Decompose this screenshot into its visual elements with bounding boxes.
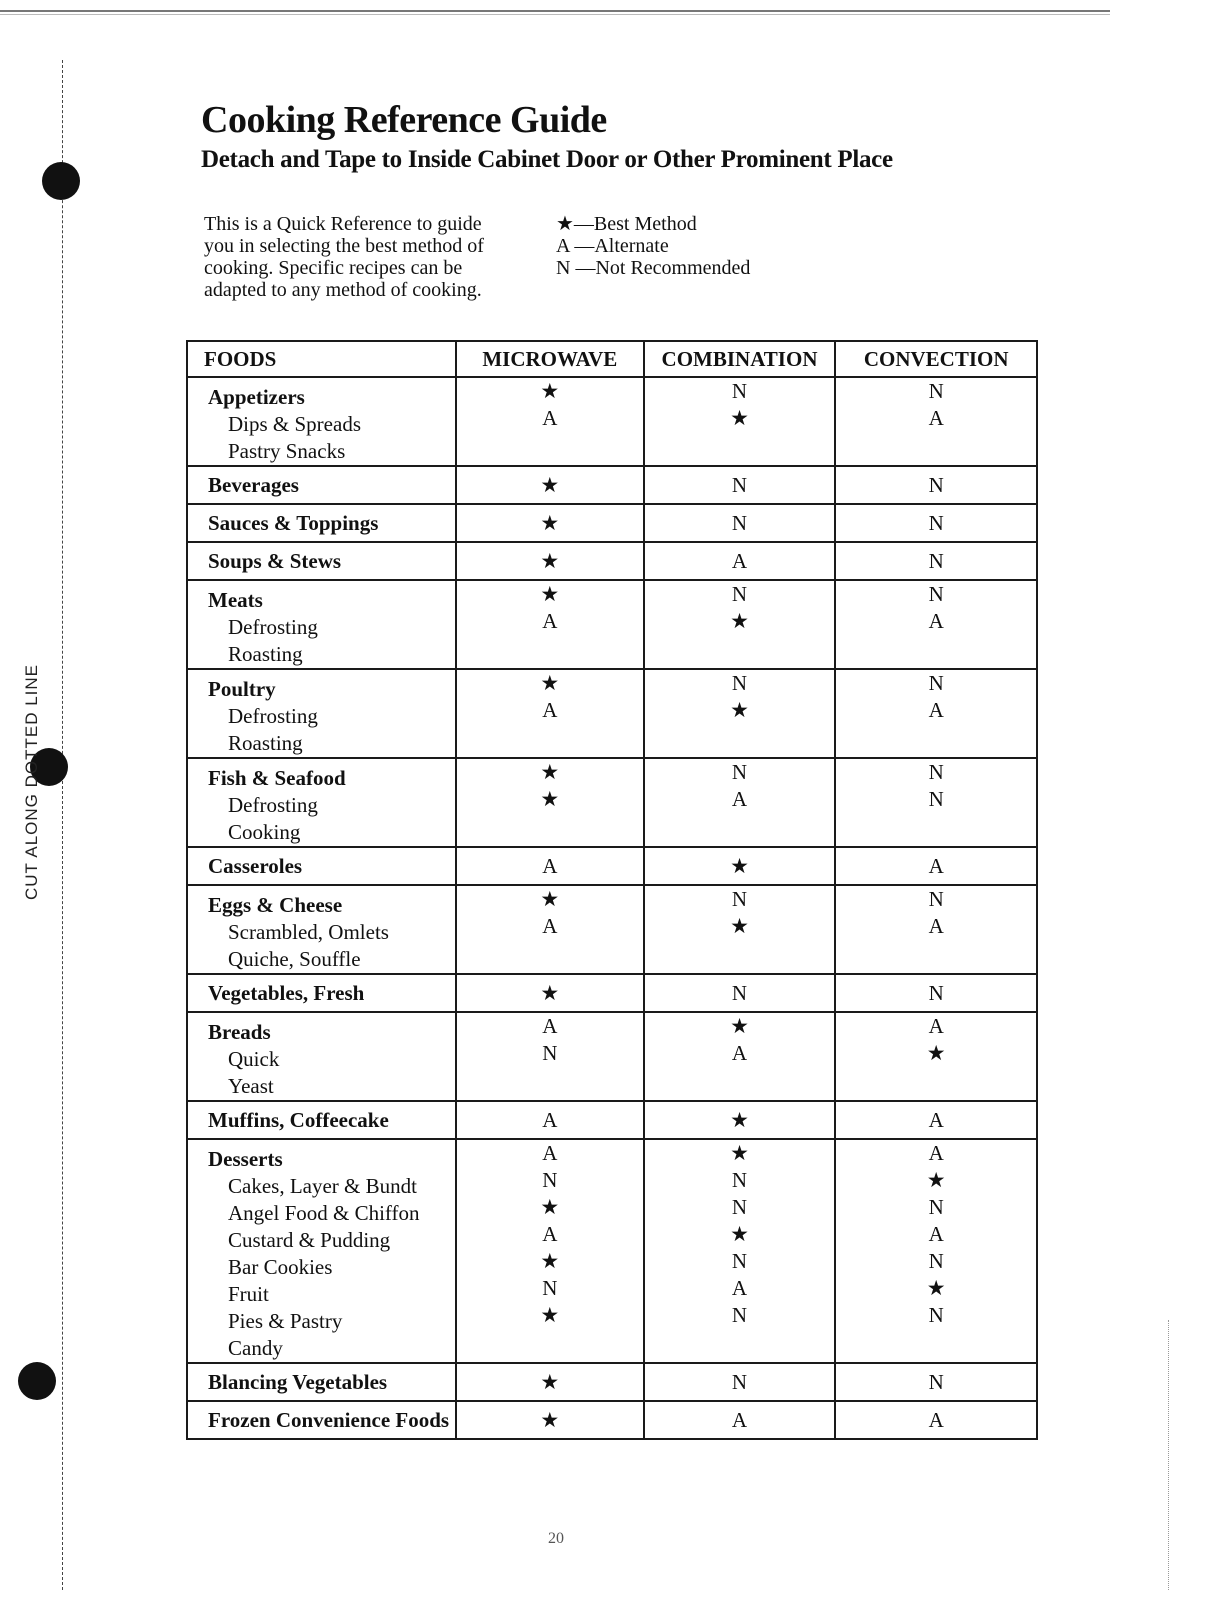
combination-cell bbox=[644, 580, 836, 669]
rating-mark: A bbox=[731, 1041, 748, 1065]
combination-cell bbox=[644, 377, 836, 466]
food-cell bbox=[187, 377, 456, 466]
convection-cell: N bbox=[835, 974, 1037, 1012]
food-cell bbox=[187, 1012, 456, 1101]
food-category: Poultry bbox=[208, 677, 276, 701]
table-row bbox=[187, 1139, 1037, 1363]
combination-cell: N bbox=[644, 974, 836, 1012]
food-subitem: Roasting bbox=[228, 731, 303, 755]
rating-mark: A bbox=[928, 406, 944, 430]
combination-cell bbox=[644, 669, 836, 758]
food-category: Soups & Stews bbox=[208, 549, 342, 573]
microwave-cell bbox=[456, 1012, 644, 1101]
rating-mark: N bbox=[731, 1168, 748, 1192]
food-category: Desserts bbox=[208, 1147, 283, 1171]
table-row bbox=[187, 504, 1037, 542]
food-cell bbox=[187, 669, 456, 758]
table-row bbox=[187, 1401, 1037, 1439]
food-subitem: Cakes, Layer & Bundt bbox=[228, 1174, 417, 1198]
microwave-cell: ★ bbox=[456, 466, 644, 504]
combination-cell: A bbox=[644, 542, 836, 580]
rating-mark: N bbox=[928, 887, 944, 911]
convection-cell bbox=[835, 885, 1037, 974]
rating-mark: ★ bbox=[540, 760, 560, 784]
rating-mark: A bbox=[542, 1222, 558, 1246]
table-row bbox=[187, 974, 1037, 1012]
food-cell bbox=[187, 1139, 456, 1363]
rating-mark: N bbox=[928, 1303, 944, 1327]
food-cell bbox=[187, 1101, 456, 1139]
intro-text: This is a Quick Reference to guide you in selecting the best method of cooking. Specific recipes can be adapted to any method of cooking. bbox=[204, 213, 484, 301]
legend-best: ★—Best Method bbox=[556, 213, 697, 235]
rating-mark: ★ bbox=[730, 609, 749, 633]
rating-mark: ★ bbox=[540, 671, 560, 695]
rating-mark: ★ bbox=[926, 1041, 946, 1065]
cut-along-dotted-line-label: CUT ALONG DOTTED LINE bbox=[22, 663, 41, 901]
rating-mark: ★ bbox=[540, 379, 560, 403]
top-rule bbox=[0, 10, 1110, 12]
page-number: 20 bbox=[548, 1530, 564, 1547]
convection-cell: N bbox=[835, 466, 1037, 504]
rating-mark: N bbox=[928, 379, 944, 403]
food-subitem: Dips & Spreads bbox=[228, 412, 361, 436]
rating-mark: ★ bbox=[730, 1222, 749, 1246]
rating-mark: A bbox=[928, 1014, 944, 1038]
food-subitem: Quick bbox=[228, 1047, 280, 1071]
rating-mark: A bbox=[928, 914, 944, 938]
food-cell bbox=[187, 758, 456, 847]
rating-mark: A bbox=[731, 787, 748, 811]
food-category: Breads bbox=[208, 1020, 271, 1044]
food-category: Meats bbox=[208, 588, 263, 612]
rating-mark: A bbox=[928, 1141, 944, 1165]
right-edge-marks bbox=[1168, 1320, 1179, 1590]
combination-cell: ★ bbox=[644, 847, 836, 885]
rating-mark: A bbox=[542, 609, 558, 633]
rating-mark: ★ bbox=[730, 406, 749, 430]
food-subitem: Cooking bbox=[228, 820, 301, 844]
rating-mark: ★ bbox=[540, 1249, 560, 1273]
page-title: Cooking Reference Guide bbox=[201, 99, 607, 141]
combination-cell bbox=[644, 1012, 836, 1101]
table-row bbox=[187, 758, 1037, 847]
rating-mark: N bbox=[928, 671, 944, 695]
food-category: Casseroles bbox=[208, 854, 303, 878]
convection-cell: A bbox=[835, 1101, 1037, 1139]
combination-cell: N bbox=[644, 504, 836, 542]
rating-mark: N bbox=[731, 1195, 748, 1219]
rating-mark: A bbox=[542, 1141, 558, 1165]
rating-mark: N bbox=[731, 1303, 748, 1327]
table-row bbox=[187, 1363, 1037, 1401]
food-subitem: Defrosting bbox=[228, 704, 318, 728]
food-category: Frozen Convenience Foods bbox=[208, 1408, 450, 1432]
convection-cell bbox=[835, 377, 1037, 466]
legend bbox=[556, 213, 750, 279]
rating-mark: ★ bbox=[540, 1303, 560, 1327]
microwave-cell: A bbox=[456, 847, 644, 885]
microwave-cell bbox=[456, 1139, 644, 1363]
food-subitem: Candy bbox=[228, 1336, 283, 1360]
food-cell bbox=[187, 847, 456, 885]
rating-mark: ★ bbox=[730, 1014, 749, 1038]
food-subitem: Quiche, Souffle bbox=[228, 947, 361, 971]
microwave-cell: ★ bbox=[456, 1363, 644, 1401]
table-row bbox=[187, 580, 1037, 669]
convection-cell bbox=[835, 758, 1037, 847]
legend-alternate: A —Alternate bbox=[556, 235, 669, 257]
food-subitem: Fruit bbox=[228, 1282, 269, 1306]
convection-cell bbox=[835, 580, 1037, 669]
microwave-cell: ★ bbox=[456, 504, 644, 542]
food-subitem: Custard & Pudding bbox=[228, 1228, 391, 1252]
rating-mark: ★ bbox=[730, 698, 749, 722]
rating-mark: A bbox=[928, 698, 944, 722]
food-subitem: Pastry Snacks bbox=[228, 439, 346, 463]
table-row bbox=[187, 1101, 1037, 1139]
table-row bbox=[187, 1012, 1037, 1101]
rating-mark: A bbox=[542, 406, 558, 430]
food-cell bbox=[187, 974, 456, 1012]
rating-mark: N bbox=[731, 760, 748, 784]
header-foods: FOODS bbox=[187, 341, 456, 377]
convection-cell: N bbox=[835, 542, 1037, 580]
rating-mark: N bbox=[542, 1168, 558, 1192]
cut-dotted-line bbox=[62, 60, 63, 1590]
rating-mark: N bbox=[928, 1195, 944, 1219]
food-subitem: Pies & Pastry bbox=[228, 1309, 343, 1333]
food-category: Blancing Vegetables bbox=[208, 1370, 388, 1394]
rating-mark: A bbox=[928, 1222, 944, 1246]
microwave-cell bbox=[456, 885, 644, 974]
rating-mark: ★ bbox=[540, 887, 560, 911]
microwave-cell: ★ bbox=[456, 542, 644, 580]
rating-mark: N bbox=[928, 582, 944, 606]
rating-mark: A bbox=[542, 914, 558, 938]
table-row bbox=[187, 669, 1037, 758]
food-category: Eggs & Cheese bbox=[208, 893, 343, 917]
convection-cell: A bbox=[835, 847, 1037, 885]
cooking-reference-table bbox=[186, 340, 1038, 1440]
food-subitem: Scrambled, Omlets bbox=[228, 920, 389, 944]
combination-cell bbox=[644, 1139, 836, 1363]
table-header-row bbox=[187, 341, 1037, 377]
convection-cell: A bbox=[835, 1401, 1037, 1439]
food-category: Muffins, Coffeecake bbox=[208, 1108, 389, 1132]
food-cell bbox=[187, 542, 456, 580]
microwave-cell bbox=[456, 758, 644, 847]
microwave-cell: ★ bbox=[456, 974, 644, 1012]
rating-mark: ★ bbox=[540, 787, 560, 811]
convection-cell: N bbox=[835, 1363, 1037, 1401]
food-category: Beverages bbox=[208, 473, 299, 497]
food-cell bbox=[187, 1363, 456, 1401]
combination-cell: ★ bbox=[644, 1101, 836, 1139]
rating-mark: N bbox=[928, 760, 944, 784]
convection-cell: N bbox=[835, 504, 1037, 542]
table-row bbox=[187, 885, 1037, 974]
food-subitem: Defrosting bbox=[228, 793, 318, 817]
rating-mark: A bbox=[542, 1014, 558, 1038]
food-category: Vegetables, Fresh bbox=[208, 981, 365, 1005]
rating-mark: N bbox=[731, 379, 748, 403]
rating-mark: ★ bbox=[926, 1276, 946, 1300]
combination-cell: N bbox=[644, 466, 836, 504]
rating-mark: ★ bbox=[730, 1141, 749, 1165]
rating-mark: A bbox=[542, 698, 558, 722]
table-body bbox=[187, 377, 1037, 1439]
rating-mark: N bbox=[731, 671, 748, 695]
microwave-cell bbox=[456, 580, 644, 669]
combination-cell bbox=[644, 758, 836, 847]
food-cell bbox=[187, 466, 456, 504]
table-row bbox=[187, 847, 1037, 885]
convection-cell bbox=[835, 1012, 1037, 1101]
food-subitem: Roasting bbox=[228, 642, 303, 666]
food-category: Sauces & Toppings bbox=[208, 511, 379, 535]
legend-not-recommended: N —Not Recommended bbox=[556, 257, 751, 279]
food-subitem: Bar Cookies bbox=[228, 1255, 333, 1279]
rating-mark: ★ bbox=[540, 582, 560, 606]
food-cell bbox=[187, 1401, 456, 1439]
convection-cell bbox=[835, 669, 1037, 758]
header-microwave: MICROWAVE bbox=[456, 341, 644, 377]
rating-mark: ★ bbox=[926, 1168, 946, 1192]
top-rule-secondary bbox=[0, 14, 1110, 15]
table-row bbox=[187, 542, 1037, 580]
rating-mark: A bbox=[731, 1276, 748, 1300]
combination-cell bbox=[644, 885, 836, 974]
food-cell bbox=[187, 885, 456, 974]
rating-mark: N bbox=[542, 1041, 558, 1065]
rating-mark: ★ bbox=[730, 914, 749, 938]
rating-mark: ★ bbox=[540, 1195, 560, 1219]
food-cell bbox=[187, 504, 456, 542]
rating-mark: N bbox=[928, 787, 944, 811]
combination-cell: N bbox=[644, 1363, 836, 1401]
rating-mark: N bbox=[928, 1249, 944, 1273]
header-convection: CONVECTION bbox=[835, 341, 1037, 377]
microwave-cell: ★ bbox=[456, 1401, 644, 1439]
table-row bbox=[187, 466, 1037, 504]
food-category: Appetizers bbox=[208, 385, 305, 409]
combination-cell: A bbox=[644, 1401, 836, 1439]
table-row bbox=[187, 377, 1037, 466]
binder-hole-bottom bbox=[18, 1362, 56, 1400]
rating-mark: N bbox=[542, 1276, 558, 1300]
binder-hole-top bbox=[42, 162, 80, 200]
header-combination: COMBINATION bbox=[644, 341, 836, 377]
rating-mark: N bbox=[731, 887, 748, 911]
food-subitem: Angel Food & Chiffon bbox=[228, 1201, 420, 1225]
food-subitem: Defrosting bbox=[228, 615, 318, 639]
rating-mark: A bbox=[928, 609, 944, 633]
microwave-cell bbox=[456, 669, 644, 758]
food-cell bbox=[187, 580, 456, 669]
food-category: Fish & Seafood bbox=[208, 766, 346, 790]
microwave-cell: A bbox=[456, 1101, 644, 1139]
microwave-cell bbox=[456, 377, 644, 466]
food-subitem: Yeast bbox=[228, 1074, 274, 1098]
convection-cell bbox=[835, 1139, 1037, 1363]
page-subtitle: Detach and Tape to Inside Cabinet Door or Other Prominent Place bbox=[201, 146, 893, 173]
rating-mark: N bbox=[731, 1249, 748, 1273]
rating-mark: N bbox=[731, 582, 748, 606]
